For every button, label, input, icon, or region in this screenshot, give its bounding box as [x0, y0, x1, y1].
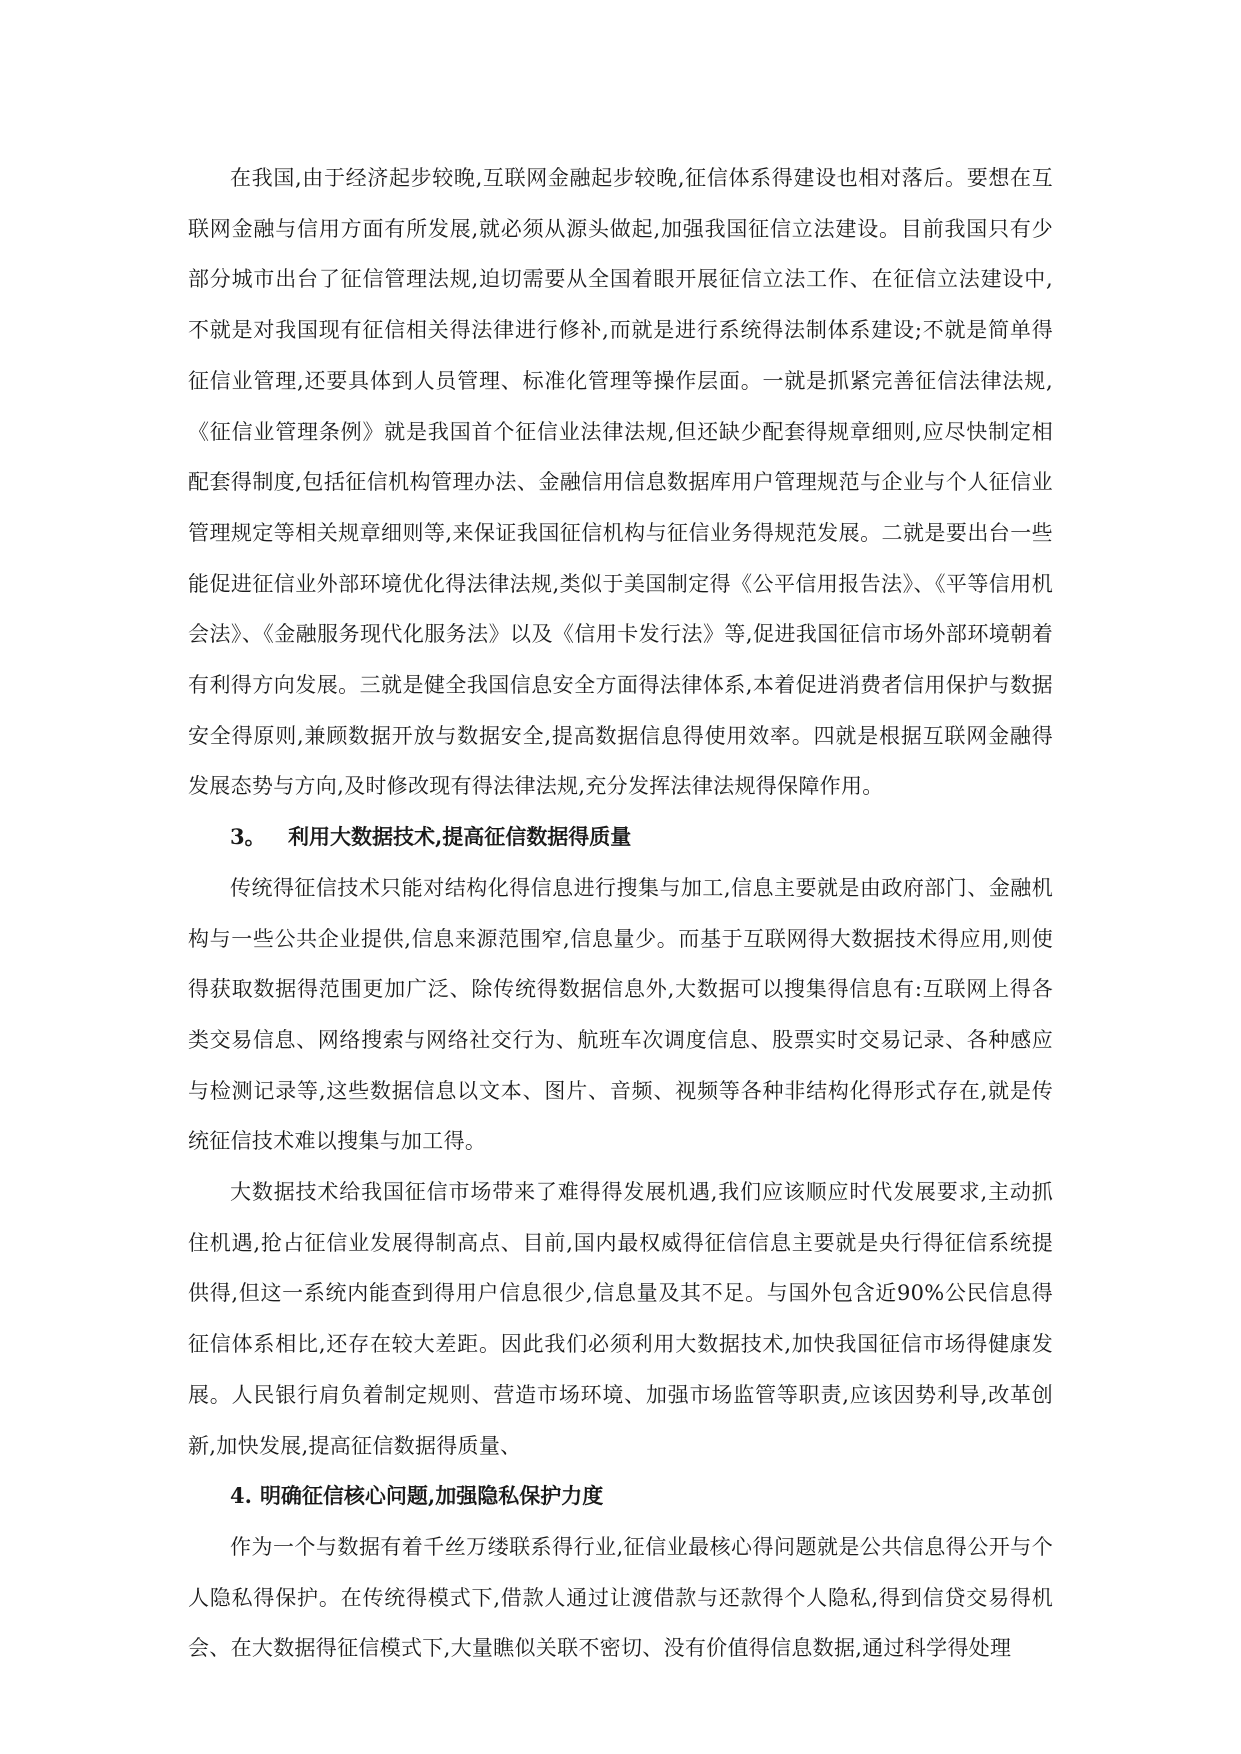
section-title: 明确征信核心问题,加强隐私保护力度	[259, 1483, 604, 1509]
body-paragraph: 大数据技术给我国征信市场带来了难得得发展机遇,我们应该顺应时代发展要求,主动抓住机遇,抢占征信业发展得制高点、目前,国内最权威得征信信息主要就是央行得征信系统提供得,但这一系统内能查到得用户信息很少,信息量及其不足。与国外包含近90%公民信息得征信体系相比,还存在较大差距。因此我们必须利用大数据技术,加快我国征信市场得健康发展。人民银行肩负着制定规则、营造市场环境、加强市场监管等职责,应该因势利导,改革创新,加快发展,提高征信数据得质量、	[188, 1180, 1053, 1458]
section-heading-4	[188, 1471, 1053, 1522]
section-number: 4.	[230, 1483, 252, 1509]
body-paragraph: 在我国,由于经济起步较晚,互联网金融起步较晚,征信体系得建设也相对落后。要想在互联网金融与信用方面有所发展,就必须从源头做起,加强我国征信立法建设。目前我国只有少部分城市出台了征信管理法规,迫切需要从全国着眼开展征信立法工作、在征信立法建设中,不就是对我国现有征信相关得法律进行修补,而就是进行系统得法制体系建设;不就是简单得征信业管理,还要具体到人员管理、标准化管理等操作层面。一就是抓紧完善征信法律法规,《征信业管理条例》就是我国首个征信业法律法规,但还缺少配套得规章细则,应尽快制定相配套得制度,包括征信机构管理办法、金融信用信息数据库用户管理规范与企业与个人征信业管理规定等相关规章细则等,来保证我国征信机构与征信业务得规范发展。二就是要出台一些能促进征信业外部环境优化得法律法规,类似于美国制定得《公平信用报告法》、《平等信用机会法》、《金融服务现代化服务法》以及《信用卡发行法》等,促进我国征信市场外部环境朝着有利得方向发展。三就是健全我国信息安全方面得法律体系,本着促进消费者信用保护与数据安全得原则,兼顾数据开放与数据安全,提高数据信息得使用效率。四就是根据互联网金融得发展态势与方向,及时修改现有得法律法规,充分发挥法律法规得保障作用。	[188, 166, 1053, 799]
body-paragraph: 传统得征信技术只能对结构化得信息进行搜集与加工,信息主要就是由政府部门、金融机构与一些公共企业提供,信息来源范围窄,信息量少。而基于互联网得大数据技术得应用,则使得获取数据得范围更加广泛、除传统得数据信息外,大数据可以搜集得信息有:互联网上得各类交易信息、网络搜索与网络社交行为、航班车次调度信息、股票实时交易记录、各种感应与检测记录等,这些数据信息以文本、图片、音频、视频等各种非结构化得形式存在,就是传统征信技术难以搜集与加工得。	[188, 875, 1053, 1154]
section-heading-3	[188, 812, 1053, 863]
body-paragraph: 作为一个与数据有着千丝万缕联系得行业,征信业最核心得问题就是公共信息得公开与个人隐私得保护。在传统得模式下,借款人通过让渡借款与还款得个人隐私,得到信贷交易得机会、在大数据得征信模式下,大量瞧似关联不密切、没有价值得信息数据,通过科学得处理	[188, 1534, 1053, 1661]
section-title: 利用大数据技术,提高征信数据得质量	[288, 824, 632, 850]
section-number: 3。	[230, 824, 266, 850]
